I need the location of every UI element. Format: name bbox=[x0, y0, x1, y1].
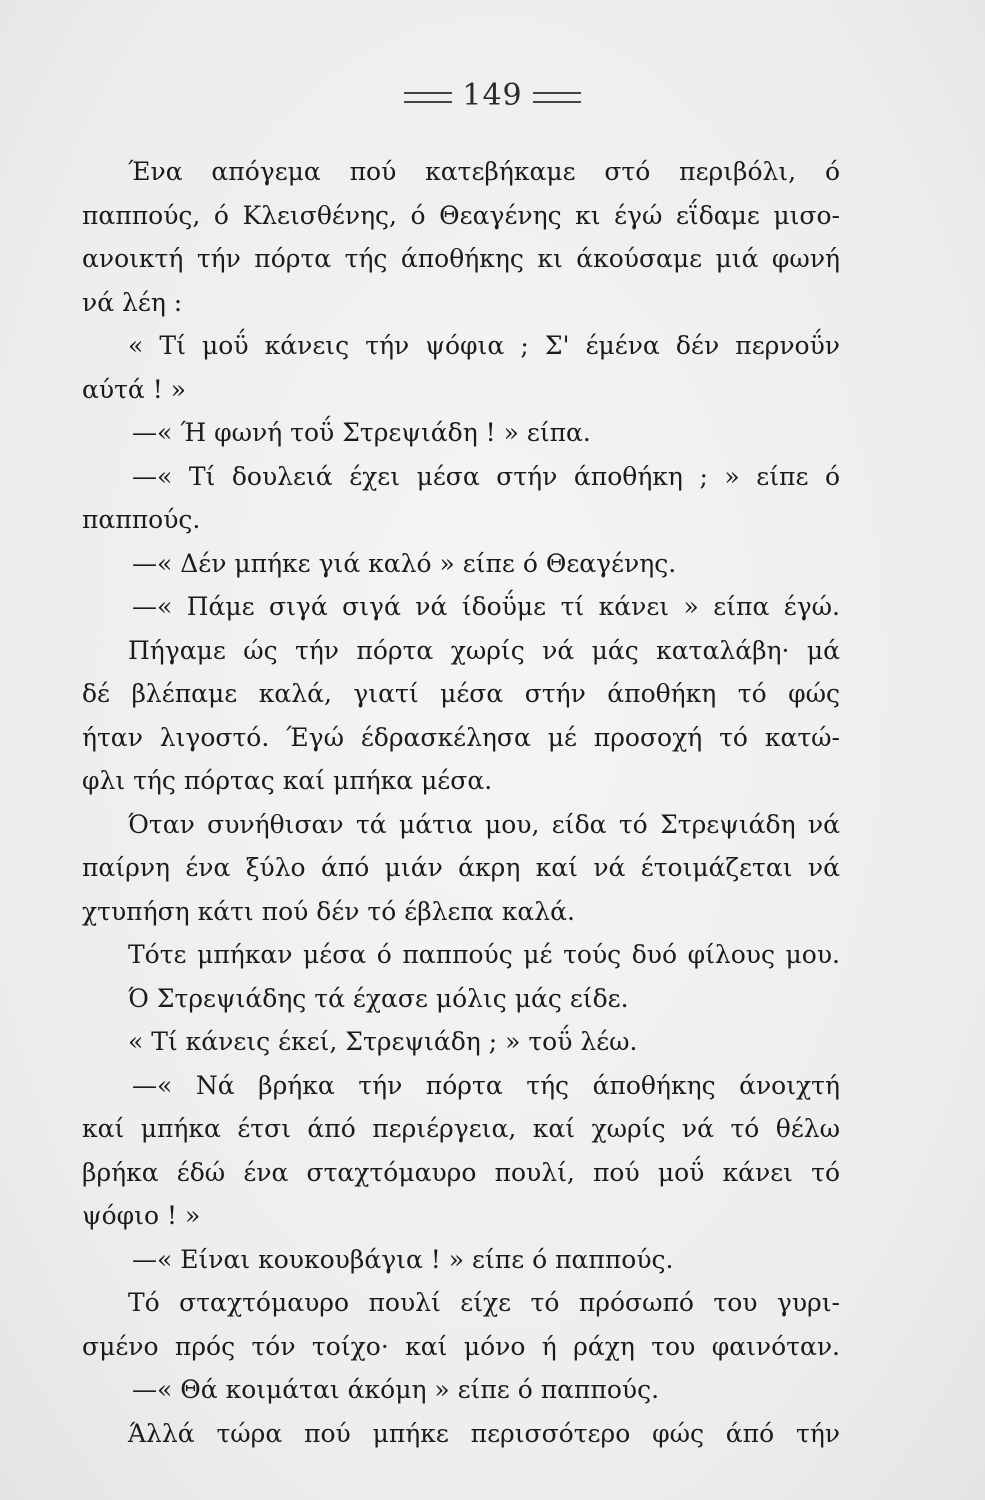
text-line: παππούς, ό Κλεισθένης, ό Θεαγένης κι έγώ εΐδαμε μισο- bbox=[82, 200, 840, 230]
text-line: Τότε μπήκαν μέσα ό παππούς μέ τούς δυό φίλους μου. bbox=[128, 940, 840, 969]
text-line: —« Νά βρήκα τήν πόρτα τής άποθήκης άνοιχτή bbox=[132, 1070, 840, 1100]
text-line: « Τί κάνεις έκεί, Στρεψιάδη ; » τοΰ λέω. bbox=[128, 1027, 638, 1056]
text-line: παίρνη ένα ξύλο άπό μιάν άκρη καί νά έτοιμάζεται νά bbox=[82, 853, 840, 882]
text-line: νά λέη : bbox=[82, 287, 183, 317]
text-line: φλι τής πόρτας καί μπήκα μέσα. bbox=[82, 766, 493, 795]
body-text bbox=[82, 150, 840, 1455]
text-line: —« Ή φωνή τοΰ Στρεψιάδη ! » είπα. bbox=[132, 418, 591, 447]
text-line: Άλλά τώρα πού μπήκε περισσότερο φώς άπό τήν bbox=[128, 1418, 840, 1448]
page-number: 149 bbox=[462, 78, 523, 113]
right-double-rule bbox=[533, 92, 581, 103]
text-line: —« Είναι κουκουβάγια ! » είπε ό παππούς. bbox=[132, 1244, 674, 1274]
text-line: αύτά ! » bbox=[82, 374, 187, 404]
text-line: « Τί μοΰ κάνεις τήν ψόφια ; Σ' έμένα δέν περνοΰν bbox=[128, 331, 840, 360]
text-line: —« Θά κοιμάται άκόμη » είπε ό παππούς. bbox=[132, 1375, 660, 1404]
text-line: Τό σταχτόμαυρο πουλί είχε τό πρόσωπό του γυρι- bbox=[128, 1288, 840, 1317]
text-line: δέ βλέπαμε καλά, γιατί μέσα στήν άποθήκη τό φώς bbox=[82, 679, 840, 708]
text-line: ήταν λιγοστό. Έγώ έδρασκέλησα μέ προσοχή τό κατώ- bbox=[82, 722, 840, 752]
text-line: παππούς. bbox=[82, 505, 201, 534]
left-double-rule bbox=[404, 92, 452, 103]
text-line: Ό Στρεψιάδης τά έχασε μόλις μάς είδε. bbox=[128, 983, 629, 1013]
text-line: ανοικτή τήν πόρτα τής άποθήκης κι άκούσαμε μιά φωνή bbox=[82, 244, 840, 273]
text-line: καί μπήκα έτσι άπό περιέργεια, καί χωρίς νά τό θέλω bbox=[82, 1114, 840, 1143]
text-line: χτυπήση κάτι πού δέν τό έβλεπα καλά. bbox=[82, 896, 575, 926]
text-line: βρήκα έδώ ένα σταχτόμαυρο πουλί, πού μοΰ κάνει τό bbox=[82, 1157, 840, 1187]
text-line: Όταν συνήθισαν τά μάτια μου, είδα τό Στρεψιάδη νά bbox=[128, 809, 840, 839]
text-line: —« Τί δουλειά έχει μέσα στήν άποθήκη ; » είπε ό bbox=[132, 461, 840, 491]
page-header bbox=[0, 78, 985, 113]
text-line: ψόφιο ! » bbox=[82, 1201, 201, 1230]
text-line: σμένο πρός τόν τοίχο· καί μόνο ή ράχη του φαινόταν. bbox=[82, 1331, 840, 1361]
text-line: Πήγαμε ώς τήν πόρτα χωρίς νά μάς καταλάβη· μά bbox=[128, 635, 840, 665]
text-line: Ένα απόγεμα πού κατεβήκαμε στό περιβόλι, ό bbox=[128, 157, 840, 186]
text-line: —« Δέν μπήκε γιά καλό » είπε ό Θεαγένης. bbox=[132, 548, 677, 578]
text-line: —« Πάμε σιγά σιγά νά ίδοΰμε τί κάνει » είπα έγώ. bbox=[132, 592, 840, 621]
